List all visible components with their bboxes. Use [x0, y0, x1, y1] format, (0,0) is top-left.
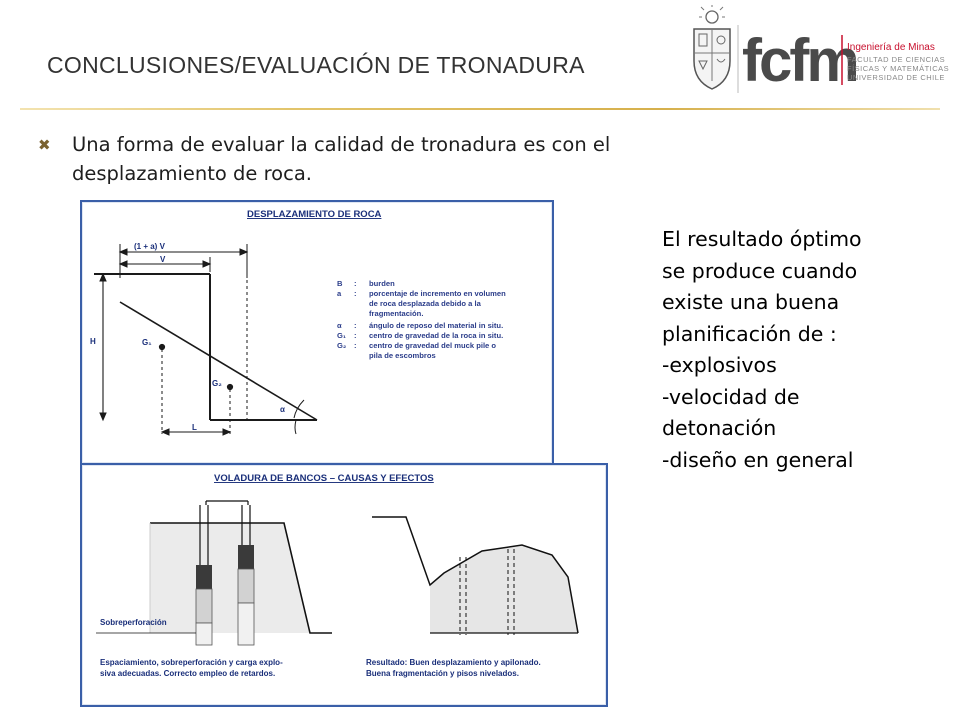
legend-def-a-1: porcentaje de incremento en volumen: [369, 289, 506, 298]
g1-label: G₁: [142, 338, 152, 347]
conclusion-text-block: [662, 224, 942, 476]
title-divider: [20, 108, 940, 110]
caption-right-line-2: Buena fragmentación y pisos nivelados.: [366, 669, 519, 678]
bullet-item: [38, 130, 798, 188]
muck-pile-diagram: [372, 517, 578, 635]
fcfm-logo: [690, 5, 952, 100]
legend-sym-a: a: [337, 289, 342, 298]
conclusion-line: -diseño en general: [662, 447, 854, 472]
bullet-text-line-1: Una forma de evaluar la calidad de tronadura es con el: [72, 133, 611, 156]
legend-def-a-2: de roca desplazada debido a la: [369, 299, 481, 308]
figure1-legend: [337, 279, 506, 360]
fcfm-wordmark: fcfm: [742, 27, 857, 94]
legend-sep: :: [354, 289, 357, 298]
legend-def-g2-1: centro de gravedad del muck pile o: [369, 341, 497, 350]
figure1-title: DESPLAZAMIENTO DE ROCA: [247, 209, 382, 220]
figure-voladura-bancos: [80, 463, 608, 707]
conclusion-line: El resultado óptimo: [662, 227, 862, 251]
conclusion-line: se produce cuando: [662, 258, 858, 283]
legend-sym-g2: G₂: [337, 341, 347, 350]
legend-sep: :: [354, 331, 357, 340]
logo-dept: Ingeniería de Minas: [847, 42, 935, 53]
legend-sep: :: [354, 321, 357, 330]
legend-sym-b: B: [337, 279, 343, 288]
logo-university: UNIVERSIDAD DE CHILE: [847, 73, 945, 82]
legend-sep: :: [354, 341, 357, 350]
conclusion-line: existe una buena: [662, 290, 840, 314]
legend-def-g1: centro de gravedad de la roca in situ.: [369, 331, 504, 340]
figure2-title: VOLADURA DE BANCOS – CAUSAS Y EFECTOS: [214, 473, 434, 484]
g2-label: G₂: [212, 379, 222, 388]
bullet-x-icon: ✖: [38, 136, 51, 154]
legend-def-g2-2: pila de escombros: [369, 351, 436, 360]
legend-def-a-3: fragmentación.: [369, 309, 424, 318]
conclusion-line: -explosivos: [662, 353, 777, 377]
dim-1a-v-label: (1 + a) V: [134, 242, 165, 251]
bullet-text-line-2: desplazamiento de roca.: [72, 162, 312, 185]
caption-right-line-1: Resultado: Buen desplazamiento y apilonado.: [366, 658, 541, 667]
dim-l-label: L: [192, 423, 197, 432]
conclusion-line: -velocidad de: [662, 384, 800, 409]
university-seal-icon: [694, 5, 730, 89]
label-sobreperforacion: Sobreperforación: [100, 618, 167, 627]
legend-def-b: burden: [369, 279, 395, 288]
logo-faculty-1: FACULTAD DE CIENCIAS: [847, 55, 946, 64]
conclusion-line: detonación: [662, 416, 777, 440]
caption-left-line-1: Espaciamiento, sobreperforación y carga explo-: [100, 658, 283, 667]
alpha-label: α: [280, 405, 285, 414]
dim-v-label: V: [160, 255, 166, 264]
legend-sym-g1: G₁: [337, 331, 347, 340]
legend-def-alpha: ángulo de reposo del material in situ.: [369, 321, 504, 330]
legend-sep: :: [354, 279, 357, 288]
dim-h-label: H: [90, 337, 96, 346]
logo-faculty-2: FÍSICAS Y MATEMÁTICAS: [847, 64, 950, 73]
legend-sym-alpha: α: [337, 321, 342, 330]
caption-left-line-2: siva adecuadas. Correcto empleo de retardos.: [100, 669, 276, 678]
conclusion-line: planificación de :: [662, 321, 837, 346]
figure-desplazamiento-roca: [80, 200, 554, 465]
slide-title: CONCLUSIONES/EVALUACIÓN DE TRONADURA: [47, 52, 585, 78]
